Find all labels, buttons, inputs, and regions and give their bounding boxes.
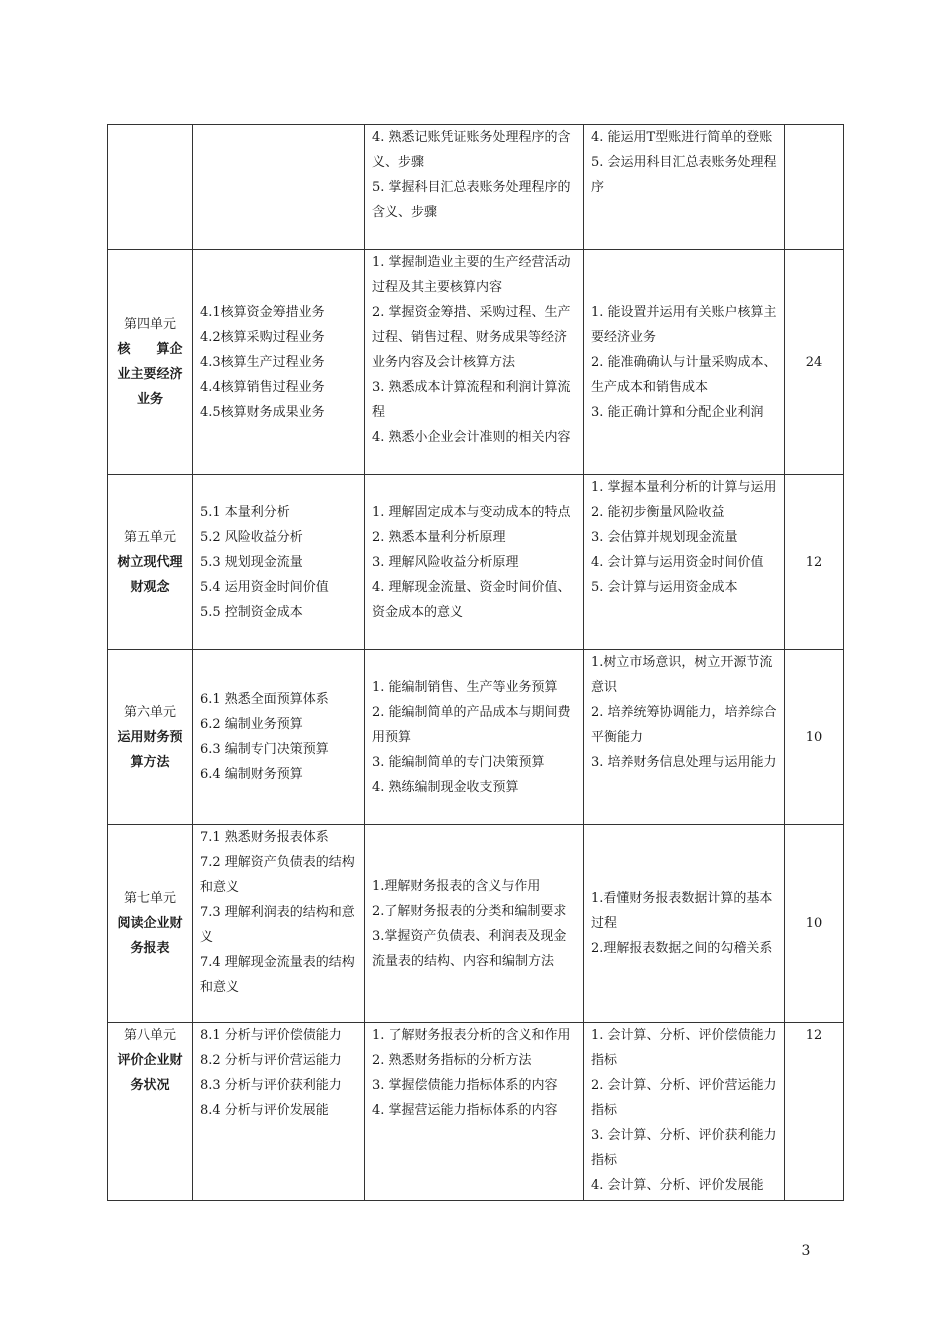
topics-cell [193,1023,365,1201]
unit-number: 第八单元 [123,1028,176,1043]
topics-cell-line: 8.2 分析与评价营运能力 [200,1053,342,1068]
ability-cell-line: 4. 能运用T型账进行简单的登账 [591,130,773,145]
topics-cell-line: 5.4 运用资金时间价值 [200,579,329,595]
knowledge-cell-line: 4. 熟悉小企业会计准则的相关内容 [372,430,571,445]
unit-number: 第五单元 [123,529,176,545]
ability-cell-line: 5. 会计算与运用资金成本 [591,580,738,595]
ability-cell [584,125,785,250]
topics-cell-line: 4.1核算资金筹措业务 [200,304,325,320]
knowledge-cell-line: 4. 理解现金流量、资金时间价值、资金成本的意义 [372,579,571,620]
knowledge-cell [365,825,584,1023]
topics-cell-line: 8.4 分析与评价发展能 [200,1103,329,1118]
unit-cell [108,475,193,650]
knowledge-cell-line: 5. 掌握科目汇总表账务处理程序的含义、步骤 [372,180,571,220]
topics-cell-line: 8.3 分析与评价获利能力 [200,1078,342,1093]
ability-cell [584,475,785,650]
knowledge-cell [365,650,584,825]
table-row [108,250,844,475]
topics-cell [193,250,365,475]
unit-cell [108,1023,193,1201]
unit-cell [108,125,193,250]
ability-cell-line: 1.树立市场意识，树立开源节流意识 [591,655,773,695]
topics-cell-line: 7.2 理解资产负债表的结构和意义 [200,855,355,895]
unit-number: 第四单元 [123,317,176,332]
topics-cell-line: 8.1 分析与评价偿债能力 [200,1028,342,1043]
ability-cell-line: 2. 会计算、分析、评价营运能力指标 [591,1078,777,1118]
topics-cell-line: 7.1 熟悉财务报表体系 [200,830,329,845]
topics-cell [193,475,365,650]
ability-cell-line: 1. 掌握本量利分析的计算与运用 [591,480,777,495]
hours-cell: 10 [785,825,844,1023]
topics-cell [193,650,365,825]
topics-cell-line: 4.2核算采购过程业务 [200,329,325,345]
ability-cell-line: 3. 会估算并规划现金流量 [591,530,738,545]
hours-cell [785,125,844,250]
ability-cell-line: 2. 能准确确认与计量采购成本、生产成本和销售成本 [591,354,777,395]
unit-cell [108,825,193,1023]
knowledge-cell-line: 1.理解财务报表的含义与作用 [372,878,541,894]
topics-cell-line: 4.4核算销售过程业务 [200,379,325,395]
ability-cell-line: 4. 会计算与运用资金时间价值 [591,555,764,570]
ability-cell [584,250,785,475]
knowledge-cell [365,475,584,650]
topics-cell-line: 6.4 编制财务预算 [200,767,303,782]
knowledge-cell-line: 2.了解财务报表的分类和编制要求 [372,903,567,919]
topics-cell-line: 6.1 熟悉全面预算体系 [200,692,329,707]
ability-cell [584,825,785,1023]
table-row [108,825,844,1023]
unit-cell [108,650,193,825]
ability-cell-line: 1. 会计算、分析、评价偿债能力指标 [591,1028,777,1068]
topics-cell-line: 5.5 控制资金成本 [200,604,303,620]
ability-cell-line: 1.看懂财务报表数据计算的基本过程 [591,891,773,931]
ability-cell [584,1023,785,1201]
unit-title: 评价企业财务状况 [117,1053,183,1093]
knowledge-cell-line: 3. 理解风险收益分析原理 [372,554,519,570]
knowledge-cell-line: 1. 了解财务报表分析的含义和作用 [372,1028,571,1043]
knowledge-cell-line: 3. 掌握偿债能力指标体系的内容 [372,1078,558,1093]
knowledge-cell-line: 1. 理解固定成本与变动成本的特点 [372,504,571,520]
knowledge-cell-line: 4. 熟练编制现金收支预算 [372,779,519,795]
knowledge-cell-line: 2. 掌握资金筹措、采购过程、生产过程、销售过程、财务成果等经济业务内容及会计核算方法 [372,305,571,370]
unit-title: 阅读企业财务报表 [117,916,183,956]
ability-cell-line: 3. 能正确计算和分配企业利润 [591,404,764,420]
knowledge-cell [365,125,584,250]
unit-number: 第七单元 [123,891,176,906]
ability-cell-line: 3. 会计算、分析、评价获利能力指标 [591,1128,777,1168]
unit-cell [108,250,193,475]
topics-cell [193,125,365,250]
topics-cell-line: 7.4 理解现金流量表的结构和意义 [200,955,355,995]
knowledge-cell-line: 1. 能编制销售、生产等业务预算 [372,679,558,695]
topics-cell-line: 5.1 本量利分析 [200,504,290,520]
knowledge-cell-line: 2. 熟悉财务指标的分析方法 [372,1053,532,1068]
unit-title: 核 算企业主要经济业务 [117,342,183,407]
topics-cell-line: 4.3核算生产过程业务 [200,354,325,370]
ability-cell-line: 2. 培养统筹协调能力，培养综合平衡能力 [591,705,777,745]
table-row [108,1023,844,1201]
knowledge-cell-line: 2. 能编制简单的产品成本与期间费用预算 [372,704,571,745]
topics-cell-line: 7.3 理解利润表的结构和意义 [200,905,355,945]
knowledge-cell [365,1023,584,1201]
knowledge-cell [365,250,584,475]
knowledge-cell-line: 3.掌握资产负债表、利润表及现金流量表的结构、内容和编制方法 [372,928,567,969]
topics-cell [193,825,365,1023]
knowledge-cell-line: 3. 能编制简单的专门决策预算 [372,754,545,770]
topics-cell-line: 5.2 风险收益分析 [200,529,303,545]
table-row [108,125,844,250]
knowledge-cell-line: 3. 熟悉成本计算流程和利润计算流程 [372,380,571,420]
hours-cell: 12 [785,1023,844,1201]
topics-cell-line: 6.2 编制业务预算 [200,717,303,732]
hours-cell: 10 [785,650,844,825]
hours-cell: 24 [785,250,844,475]
table-row [108,475,844,650]
knowledge-cell-line: 2. 熟悉本量利分析原理 [372,529,506,545]
table-row [108,650,844,825]
knowledge-cell-line: 1. 掌握制造业主要的生产经营活动过程及其主要核算内容 [372,255,571,295]
ability-cell-line: 2.理解报表数据之间的勾稽关系 [591,941,773,956]
ability-cell-line: 1. 能设置并运用有关账户核算主要经济业务 [591,304,777,345]
ability-cell [584,650,785,825]
unit-number: 第六单元 [123,704,176,720]
ability-cell-line: 4. 会计算、分析、评价发展能 [591,1178,764,1193]
page-number: 3 [801,1243,811,1259]
topics-cell-line: 4.5核算财务成果业务 [200,404,325,420]
unit-title: 运用财务预算方法 [117,729,183,770]
knowledge-cell-line: 4. 掌握营运能力指标体系的内容 [372,1103,558,1118]
knowledge-cell-line: 4. 熟悉记账凭证账务处理程序的含义、步骤 [372,130,571,170]
curriculum-table [107,124,844,1201]
ability-cell-line: 2. 能初步衡量风险收益 [591,505,725,520]
ability-cell-line: 5. 会运用科目汇总表账务处理程序 [591,155,777,195]
topics-cell-line: 5.3 规划现金流量 [200,554,303,570]
unit-title: 树立现代理财观念 [117,554,183,595]
topics-cell-line: 6.3 编制专门决策预算 [200,742,329,757]
ability-cell-line: 3. 培养财务信息处理与运用能力 [591,755,777,770]
hours-cell: 12 [785,475,844,650]
